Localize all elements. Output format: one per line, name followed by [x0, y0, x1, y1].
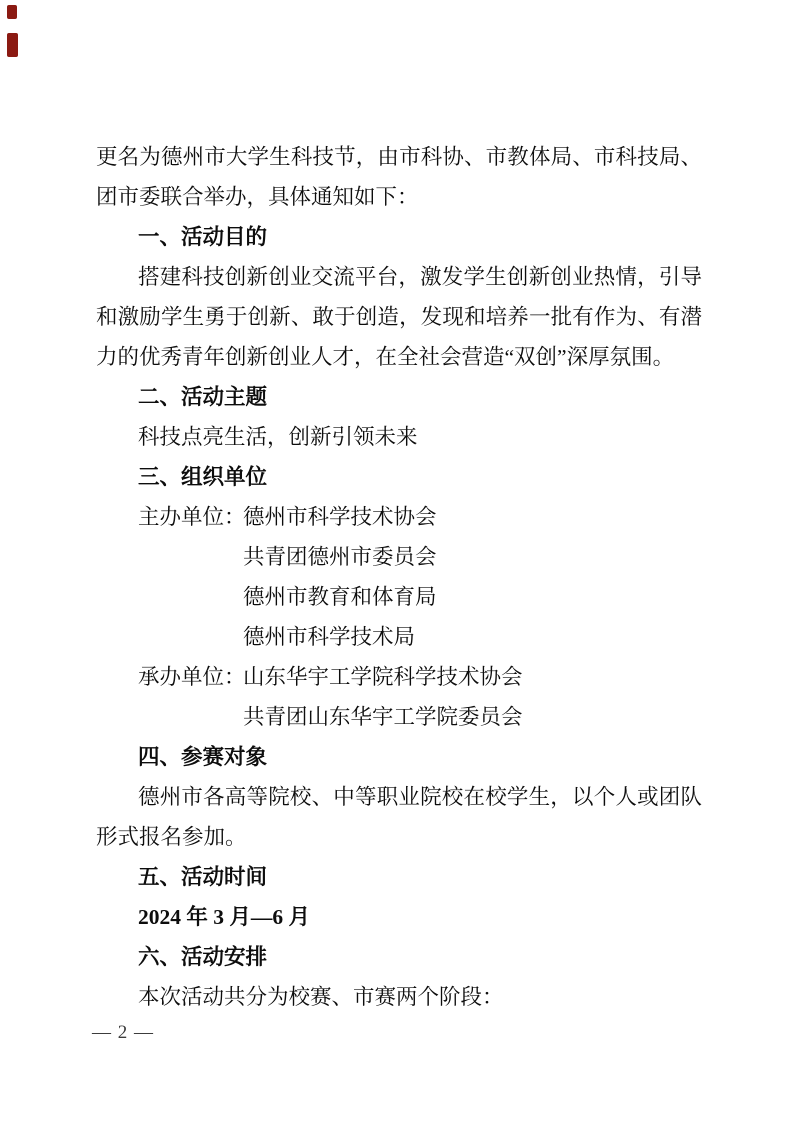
org-unit-value: 山东华宇工学院科学技术协会: [243, 665, 523, 689]
org-unit-label: 主办单位：: [138, 505, 246, 529]
section-heading: 一、活动目的: [138, 225, 268, 249]
org-unit-label: 承办单位：: [138, 665, 246, 689]
scan-artifact-mark: [7, 5, 17, 19]
section-heading: 五、活动时间: [138, 865, 268, 889]
paragraph-line: 科技点亮生活，创新引领未来: [138, 425, 418, 449]
paragraph-line: 德州市各高等院校、中等职业院校在校学生，以个人或团队: [138, 785, 702, 809]
section-heading: 六、活动安排: [138, 945, 268, 969]
org-unit-row: [96, 497, 702, 537]
scan-artifact-mark: [7, 33, 18, 57]
section-heading: 二、活动主题: [138, 385, 268, 409]
org-unit-row: [96, 657, 702, 697]
org-unit-line: 德州市教育和体育局: [243, 585, 437, 609]
paragraph-line: 更名为德州市大学生科技节，由市科协、市教体局、市科技局、: [96, 145, 702, 169]
paragraph-line: 搭建科技创新创业交流平台，激发学生创新创业热情，引导: [138, 265, 702, 289]
section-heading: 四、参赛对象: [138, 745, 268, 769]
document-content: [96, 137, 702, 1017]
paragraph-line: 本次活动共分为校赛、市赛两个阶段：: [138, 985, 504, 1009]
paragraph-line: 和激励学生勇于创新、敢于创造，发现和培养一批有作为、有潜: [96, 305, 702, 329]
org-unit-line: 共青团德州市委员会: [243, 545, 437, 569]
page-number: — 2 —: [92, 1022, 154, 1043]
org-unit-line: 共青团山东华宇工学院委员会: [243, 705, 523, 729]
paragraph-line: 团市委联合举办，具体通知如下：: [96, 185, 419, 209]
org-unit-line: 德州市科学技术局: [243, 625, 416, 649]
paragraph-line: 力的优秀青年创新创业人才，在全社会营造“双创”深厚氛围。: [96, 345, 675, 369]
section-heading: 三、组织单位: [138, 465, 268, 489]
date-line: 2024 年 3 月—6 月: [138, 905, 311, 929]
org-unit-value: 德州市科学技术协会: [243, 505, 437, 529]
paragraph-line: 形式报名参加。: [96, 825, 247, 849]
